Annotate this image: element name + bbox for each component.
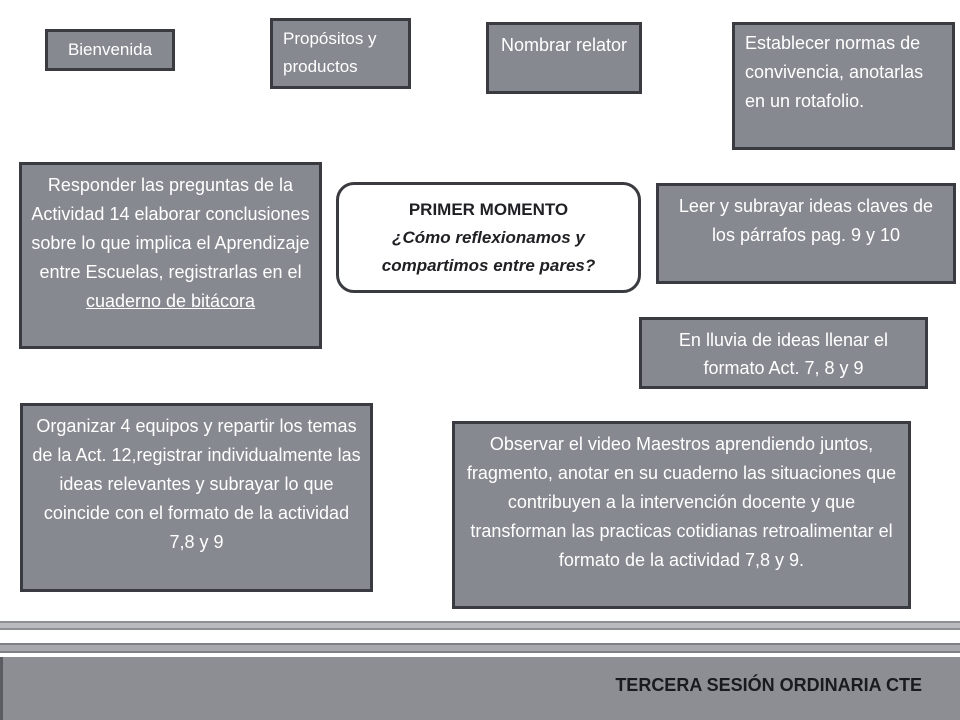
central-node-primer-momento [336,182,641,293]
box-leer-subrayar [656,183,956,284]
box-normas-text: Establecer normas de convivencia, anotarlas en un rotafolio. [745,33,924,111]
box-observar-text: Observar el video Maestros aprendiendo juntos, fragmento, anotar en su cuaderno las situaciones que contribuyen a la intervención docente y que transforman las practicas cotidianas retroalimentar el formato de la actividad 7,8 y 9. [466,434,897,570]
box-propositos-line-1: Propósitos y [283,29,377,48]
box-propositos-productos [270,18,411,89]
box-observar-video [452,421,911,609]
primer-momento-question: ¿Cómo reflexionamos y compartimos entre pares? [381,228,596,275]
box-normas-convivencia [732,22,955,150]
box-propositos-line-2: productos [283,57,358,76]
box-responder-text: Responder las preguntas de la Actividad 14 elaborar conclusiones sobre lo que implica el Aprendizaje entre Escuelas, registrarlas en el [31,175,310,282]
box-organizar-text: Organizar 4 equipos y repartir los temas de la Act. 12,registrar individualmente las ideas relevantes y subrayar lo que coincide con el formato de la actividad 7,8 y 9 [32,416,361,552]
box-relator-text: Nombrar relator [500,35,628,55]
primer-momento-title: PRIMER MOMENTO [408,200,569,219]
box-responder-preguntas [19,162,322,349]
footer-bar [0,657,960,720]
footer-title: TERCERA SESIÓN ORDINARIA CTE [615,675,922,695]
box-lluvia-text: En lluvia de ideas llenar el formato Act. 7, 8 y 9 [678,330,889,378]
box-nombrar-relator [486,22,642,94]
box-bienvenida-text: Bienvenida [67,40,153,59]
box-bienvenida [45,29,175,71]
box-responder-underlined: cuaderno de bitácora [85,291,256,311]
box-leer-text: Leer y subrayar ideas claves de los párrafos pag. 9 y 10 [678,196,934,245]
divider-band-top [0,621,960,630]
divider-band-bottom [0,643,960,653]
box-organizar-equipos [20,403,373,592]
box-lluvia-ideas [639,317,928,389]
